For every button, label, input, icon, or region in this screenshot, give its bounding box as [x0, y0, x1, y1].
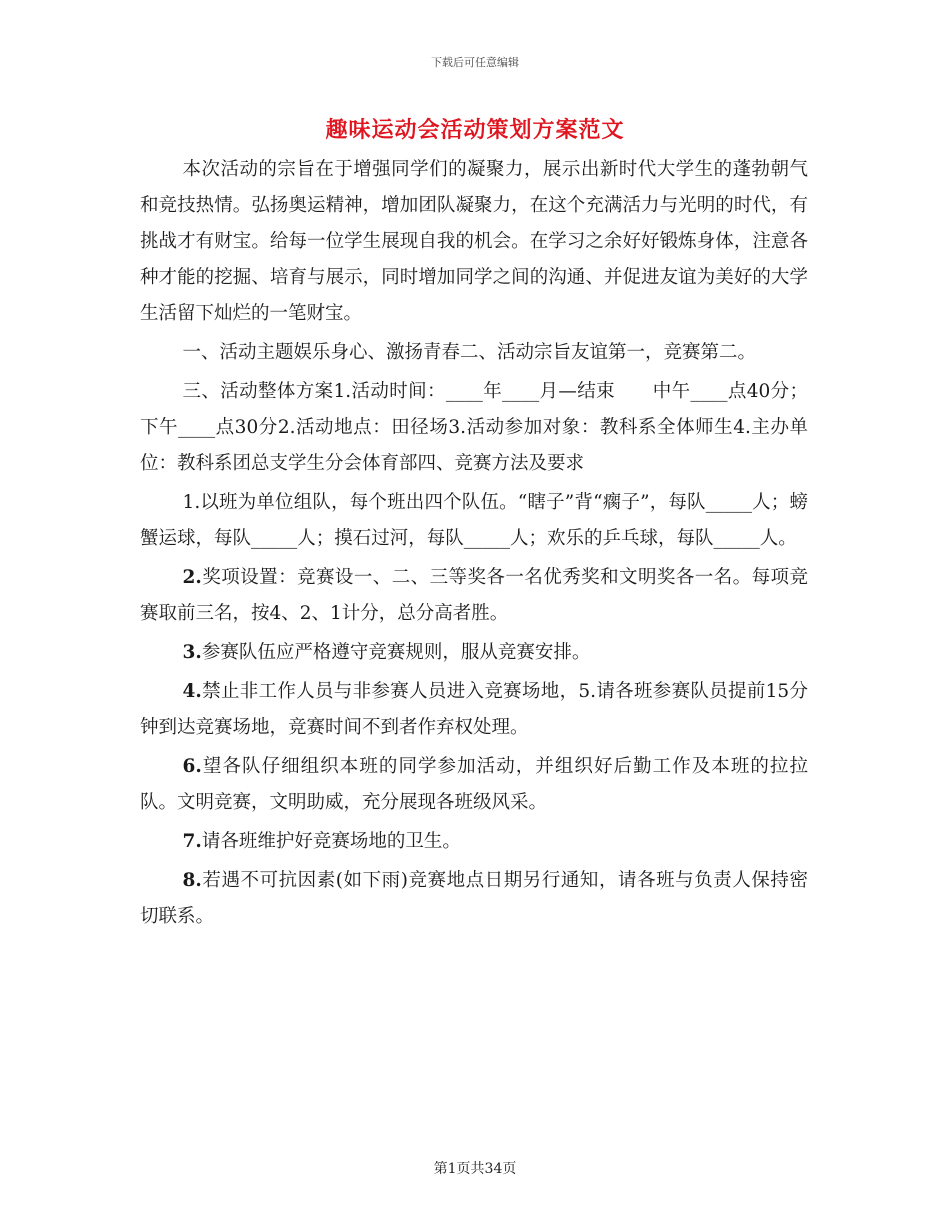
item-number: 8.: [182, 870, 202, 891]
paragraph-item-4: [140, 674, 808, 746]
paragraph-item-6: [140, 749, 808, 821]
paragraph-item-1: 1.以班为单位组队，每个班出四个队伍。“瞎子”背“瘸子”，每队_____人；螃蟹运球，每队_____人；摸石过河，每队_____人；欢乐的乒乓球，每队_____人。: [140, 492, 808, 549]
document-body: [140, 152, 808, 937]
paragraph-item-8: [140, 863, 808, 935]
paragraph-item-7: [140, 824, 808, 860]
item-number: 2.: [182, 567, 202, 588]
document-title: 趣味运动会活动策划方案范文: [325, 117, 625, 143]
item-number: 6.: [182, 756, 202, 777]
page-number: 第1页共34页: [433, 1161, 517, 1177]
item-text: 奖项设置：竞赛设一、二、三等奖各一名优秀奖和文明奖各一名。每项竞赛取前三名，按4、2、1计分，总分高者胜。: [140, 567, 808, 624]
item-text: 望各队仔细组织本班的同学参加活动，并组织好后勤工作及本班的拉拉队。文明竞赛，文明助威，充分展现各班级风采。: [140, 756, 808, 813]
item-number: 4.: [182, 681, 202, 702]
item-number: 7.: [182, 831, 202, 852]
item-text: 若遇不可抗因素(如下雨)竞赛地点日期另行通知，请各班与负责人保持密切联系。: [140, 870, 808, 927]
item-number: 3.: [182, 642, 202, 663]
item-text: 参赛队伍应严格遵守竞赛规则，服从竞赛安排。: [201, 642, 591, 663]
item-text: 请各班维护好竞赛场地的卫生。: [201, 831, 461, 852]
paragraph-item-2: [140, 560, 808, 632]
item-text: 禁止非工作人员与非参赛人员进入竞赛场地，5.请各班参赛队员提前15分钟到达竞赛场地，竞赛时间不到者作弃权处理。: [140, 681, 808, 738]
paragraph-item-3: [140, 635, 808, 671]
header-note: 下载后可任意编辑: [431, 56, 519, 69]
paragraph-theme: 一、活动主题娱乐身心、激扬青春二、活动宗旨友谊第一，竞赛第二。: [182, 342, 757, 363]
paragraph-intro: 本次活动的宗旨在于增强同学们的凝聚力，展示出新时代大学生的蓬勃朝气和竞技热情。弘扬奥运精神，增加团队凝聚力，在这个充满活力与光明的时代，有挑战才有财宝。给每一位学生展现自我的机会。在学习之余好好锻炼身体，注意各种才能的挖掘、培育与展示，同时增加同学之间的沟通、并促进友谊为美好的大学生活留下灿烂的一笔财宝。: [140, 159, 808, 324]
paragraph-plan: 三、活动整体方案1.活动时间：____年____月—结束 中午____点40分；下午____点30分2.活动地点：田径场3.活动参加对象：教科系全体师生4.主办单位：教科系团总支学生分会体育部四、竞赛方法及要求: [140, 381, 808, 474]
